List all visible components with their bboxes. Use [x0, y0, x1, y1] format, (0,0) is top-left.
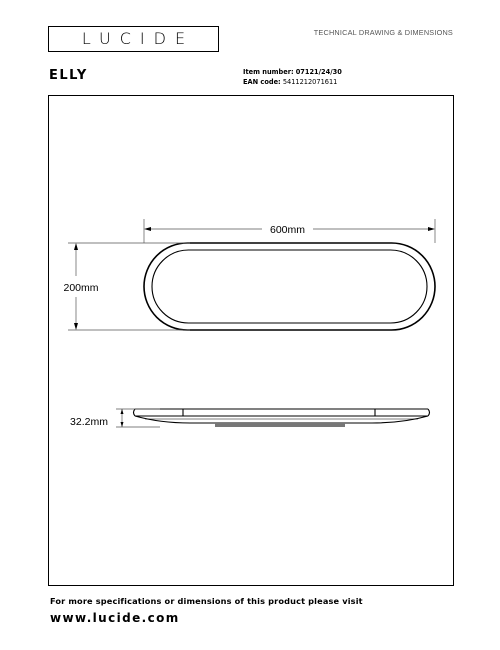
- width-arrow-top: [74, 243, 78, 250]
- ean-value: 5411212071611: [282, 78, 338, 86]
- height-arrow-top: [121, 409, 124, 414]
- length-arrow-right: [428, 227, 435, 231]
- length-arrow-left: [144, 227, 151, 231]
- width-label: 200mm: [63, 282, 99, 294]
- lamp-side-diffuser: [215, 423, 345, 427]
- item-number-value: 07121/24/30: [295, 68, 342, 76]
- width-arrow-bottom: [74, 323, 78, 330]
- product-name: ELLY: [49, 68, 88, 83]
- document-type: TECHNICAL DRAWING & DIMENSIONS: [313, 28, 453, 37]
- footer-url-link[interactable]: www.lucide.com: [50, 611, 180, 625]
- lamp-top-inner-outline: [152, 250, 427, 323]
- length-label: 600mm: [269, 224, 306, 236]
- logo-text: LUCIDE: [81, 29, 195, 48]
- footer-note: For more specifications or dimensions of this product please visit: [50, 596, 363, 606]
- lamp-side-profile: [134, 409, 430, 423]
- height-arrow-bottom: [121, 422, 124, 427]
- item-number-label: Item number:: [243, 68, 294, 76]
- lamp-top-outer-outline: [144, 243, 435, 330]
- ean-label: EAN code:: [243, 78, 281, 86]
- height-label: 32.2mm: [70, 416, 108, 428]
